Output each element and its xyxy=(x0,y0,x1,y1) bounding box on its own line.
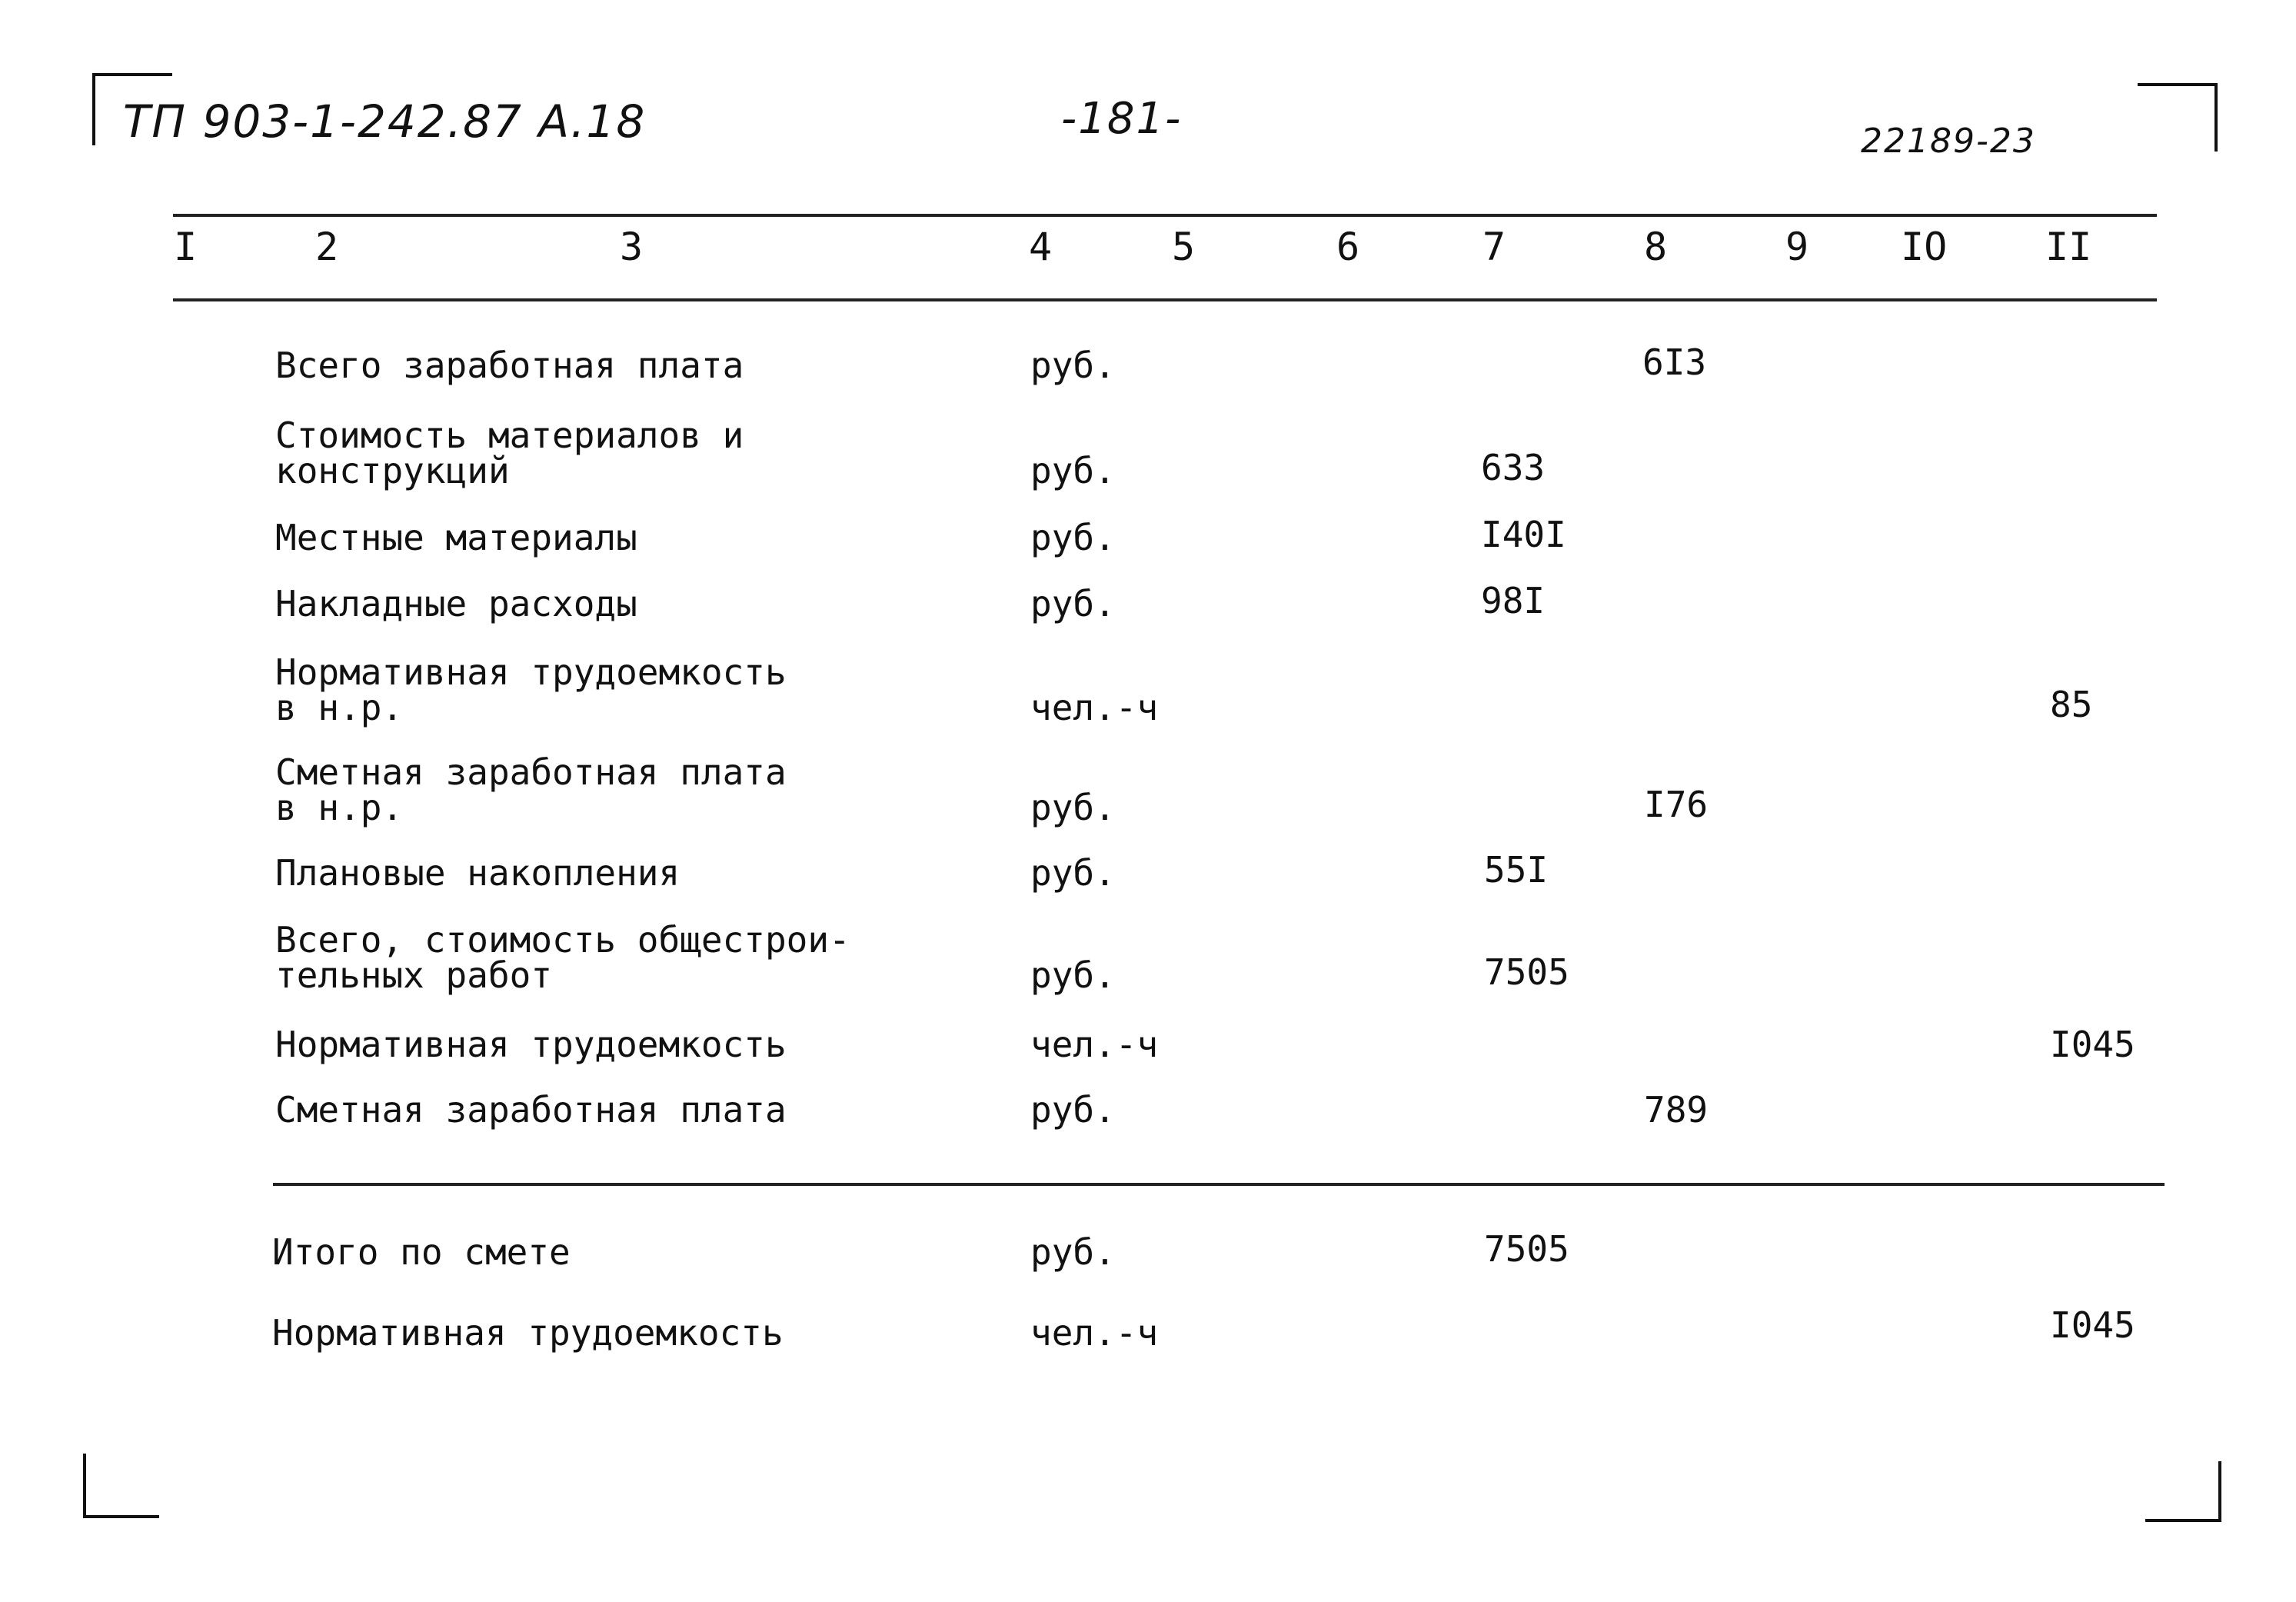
column-header: 9 xyxy=(1785,225,1809,269)
row-label: в н.р. xyxy=(275,687,404,728)
row-value-col7: I40I xyxy=(1481,514,1566,555)
row-label: Сметная заработная плата xyxy=(275,751,787,793)
column-header: 5 xyxy=(1172,225,1196,269)
document-code: ТП 903-1-242.87 А.18 xyxy=(123,95,647,148)
row-label: Сметная заработная плата xyxy=(275,1089,787,1131)
row-unit: руб. xyxy=(1030,583,1116,624)
row-unit: руб. xyxy=(1030,517,1116,558)
row-label: в н.р. xyxy=(275,787,404,828)
row-label: Всего, стоимость общестрои- xyxy=(275,919,850,961)
row-label: Накладные расходы xyxy=(275,583,637,624)
row-unit: руб. xyxy=(1030,852,1116,894)
column-header: 7 xyxy=(1482,225,1506,269)
row-label: Местные материалы xyxy=(275,517,637,558)
page-number: -181- xyxy=(1061,94,1183,144)
row-unit: руб. xyxy=(1030,954,1116,996)
frame-corner-bottom-right xyxy=(2145,1461,2221,1522)
row-label: Нормативная трудоемкость xyxy=(275,651,787,693)
totals-value-col11: I045 xyxy=(2050,1304,2135,1346)
totals-label: Нормативная трудоемкость xyxy=(272,1312,784,1354)
row-label: Всего заработная плата xyxy=(275,345,744,386)
row-unit: чел.-ч xyxy=(1030,687,1159,728)
row-value-col8: 6I3 xyxy=(1642,341,1707,383)
row-unit: руб. xyxy=(1030,787,1116,828)
row-value-col8: I76 xyxy=(1644,784,1709,825)
row-unit: руб. xyxy=(1030,450,1116,491)
column-header: 6 xyxy=(1336,225,1360,269)
frame-corner-top-right xyxy=(2138,83,2218,152)
column-header: 4 xyxy=(1029,225,1053,269)
column-header: II xyxy=(2045,225,2092,269)
totals-unit: руб. xyxy=(1030,1231,1116,1273)
row-value-col7: 633 xyxy=(1481,447,1546,488)
row-label: тельных работ xyxy=(275,954,553,996)
totals-value-col7: 7505 xyxy=(1484,1228,1569,1270)
column-header: 8 xyxy=(1644,225,1668,269)
row-unit: руб. xyxy=(1030,345,1116,386)
frame-corner-bottom-left xyxy=(83,1454,159,1518)
row-label: Нормативная трудоемкость xyxy=(275,1024,787,1065)
column-header: IO xyxy=(1901,225,1948,269)
row-value-col8: 789 xyxy=(1644,1089,1709,1131)
header-bottom-rule xyxy=(173,298,2157,301)
row-value-col7: 98I xyxy=(1481,580,1546,621)
row-label: Стоимость материалов и xyxy=(275,415,744,456)
row-unit: чел.-ч xyxy=(1030,1024,1159,1065)
row-value-col7: 55I xyxy=(1484,849,1549,891)
row-value-col7: 7505 xyxy=(1484,951,1569,993)
totals-separator-rule xyxy=(273,1183,2165,1186)
totals-unit: чел.-ч xyxy=(1030,1312,1159,1354)
row-value-col11: I045 xyxy=(2050,1024,2135,1065)
row-value-col11: 85 xyxy=(2050,684,2093,725)
row-label: конструкций xyxy=(275,450,510,491)
column-header: I xyxy=(174,225,198,269)
column-header: 3 xyxy=(620,225,644,269)
sheet-code: 22189-23 xyxy=(1861,122,2036,161)
row-label: Плановые накопления xyxy=(275,852,680,894)
table-top-rule xyxy=(173,214,2157,217)
row-unit: руб. xyxy=(1030,1089,1116,1131)
totals-label: Итого по смете xyxy=(272,1231,571,1273)
column-header: 2 xyxy=(315,225,339,269)
